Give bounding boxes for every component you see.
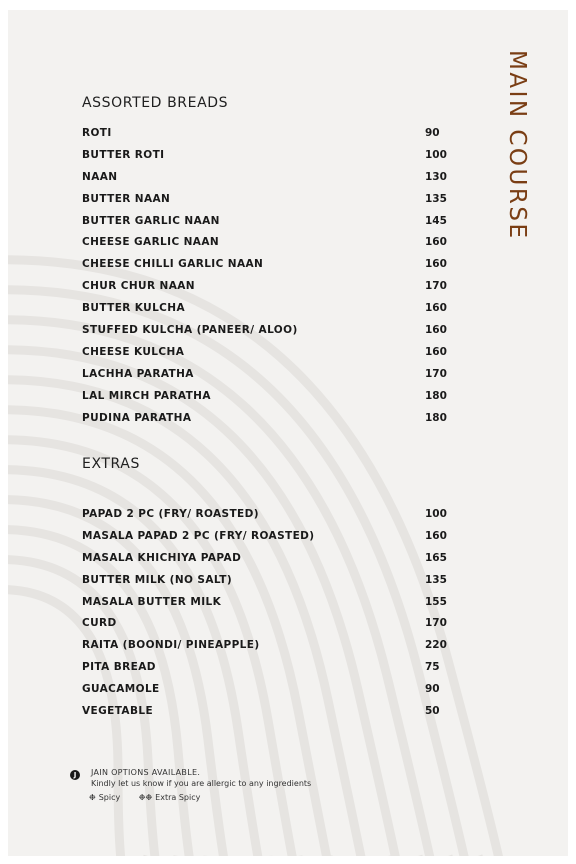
list-item [82,596,482,618]
item-price: 160 [425,302,447,315]
item-name: MASALA PAPAD 2 PC (FRY/ ROASTED) [82,529,315,542]
list-item [82,215,482,237]
item-name: VEGETABLE [82,705,154,718]
list-item [82,508,482,530]
item-price: 75 [425,661,440,674]
allergy-note: Kindly let us know if you are allergic to any ingredients [91,779,312,788]
item-price: 170 [425,617,447,630]
item-name: CHEESE GARLIC NAAN [82,236,220,249]
list-item [82,390,482,412]
extra-spicy-label: Extra Spicy [155,793,201,802]
list-item [82,617,482,639]
item-price: 160 [425,529,447,542]
item-name: CHUR CHUR NAAN [82,280,195,293]
item-price: 155 [425,595,447,608]
item-name: BUTTER ROTI [82,148,165,161]
item-name: CURD [82,617,117,630]
item-name: PAPAD 2 PC (FRY/ ROASTED) [82,508,259,520]
spicy-label: Spicy [98,793,121,802]
jain-icon: J [70,770,80,780]
list-item [82,705,482,727]
item-name: MASALA BUTTER MILK [82,595,222,608]
spice-legend [89,793,200,802]
list-item [82,412,482,434]
item-name: PITA BREAD [82,661,156,674]
list-item [82,574,482,596]
chili-icon: ❉ [89,793,96,802]
item-price: 160 [425,236,447,249]
item-price: 160 [425,345,447,358]
list-item [82,683,482,705]
item-price: 170 [425,367,447,380]
list-item [82,127,482,149]
list-item [82,149,482,171]
item-name: BUTTER KULCHA [82,302,185,315]
breads-list [82,127,482,433]
item-name: GUACAMOLE [82,683,160,696]
item-name: MASALA KHICHIYA PAPAD [82,551,242,564]
list-item [82,171,482,193]
menu-page [8,10,568,856]
item-price: 180 [425,389,447,402]
item-name: PUDINA PARATHA [82,411,192,424]
item-name: STUFFED KULCHA (PANEER/ ALOO) [82,324,298,337]
item-price: 135 [425,192,447,205]
item-price: 160 [425,324,447,337]
list-item [82,236,482,258]
list-item [82,324,482,346]
extras-list [82,508,482,727]
item-price: 130 [425,170,447,183]
list-item [82,530,482,552]
double-chili-icon: ❉❉ [138,793,153,802]
list-item [82,302,482,324]
item-price: 50 [425,705,440,718]
page-title: MAIN COURSE [504,50,530,241]
list-item [82,346,482,368]
item-price: 160 [425,258,447,271]
item-name: LAL MIRCH PARATHA [82,389,211,402]
list-item [82,193,482,215]
item-price: 100 [425,508,447,520]
list-item [82,258,482,280]
item-name: BUTTER MILK (NO SALT) [82,573,233,586]
item-name: LACHHA PARATHA [82,367,194,380]
jain-note: JAIN OPTIONS AVAILABLE. [91,768,201,777]
item-name: BUTTER NAAN [82,192,171,205]
item-price: 180 [425,411,447,424]
item-price: 90 [425,683,440,696]
list-item [82,639,482,661]
item-price: 145 [425,214,447,227]
item-price: 220 [425,639,447,652]
list-item [82,280,482,302]
list-item [82,552,482,574]
list-item [82,661,482,683]
item-name: BUTTER GARLIC NAAN [82,214,220,227]
section-title-breads: ASSORTED BREADS [82,95,229,111]
item-price: 90 [425,127,440,139]
item-price: 170 [425,280,447,293]
item-name: CHEESE CHILLI GARLIC NAAN [82,258,264,271]
list-item [82,368,482,390]
item-name: ROTI [82,127,112,139]
item-price: 100 [425,148,447,161]
item-price: 135 [425,573,447,586]
item-price: 165 [425,551,447,564]
item-name: CHEESE KULCHA [82,345,185,358]
section-title-extras: EXTRAS [82,456,140,472]
item-name: RAITA (BOONDI/ PINEAPPLE) [82,639,260,652]
item-name: NAAN [82,170,118,183]
